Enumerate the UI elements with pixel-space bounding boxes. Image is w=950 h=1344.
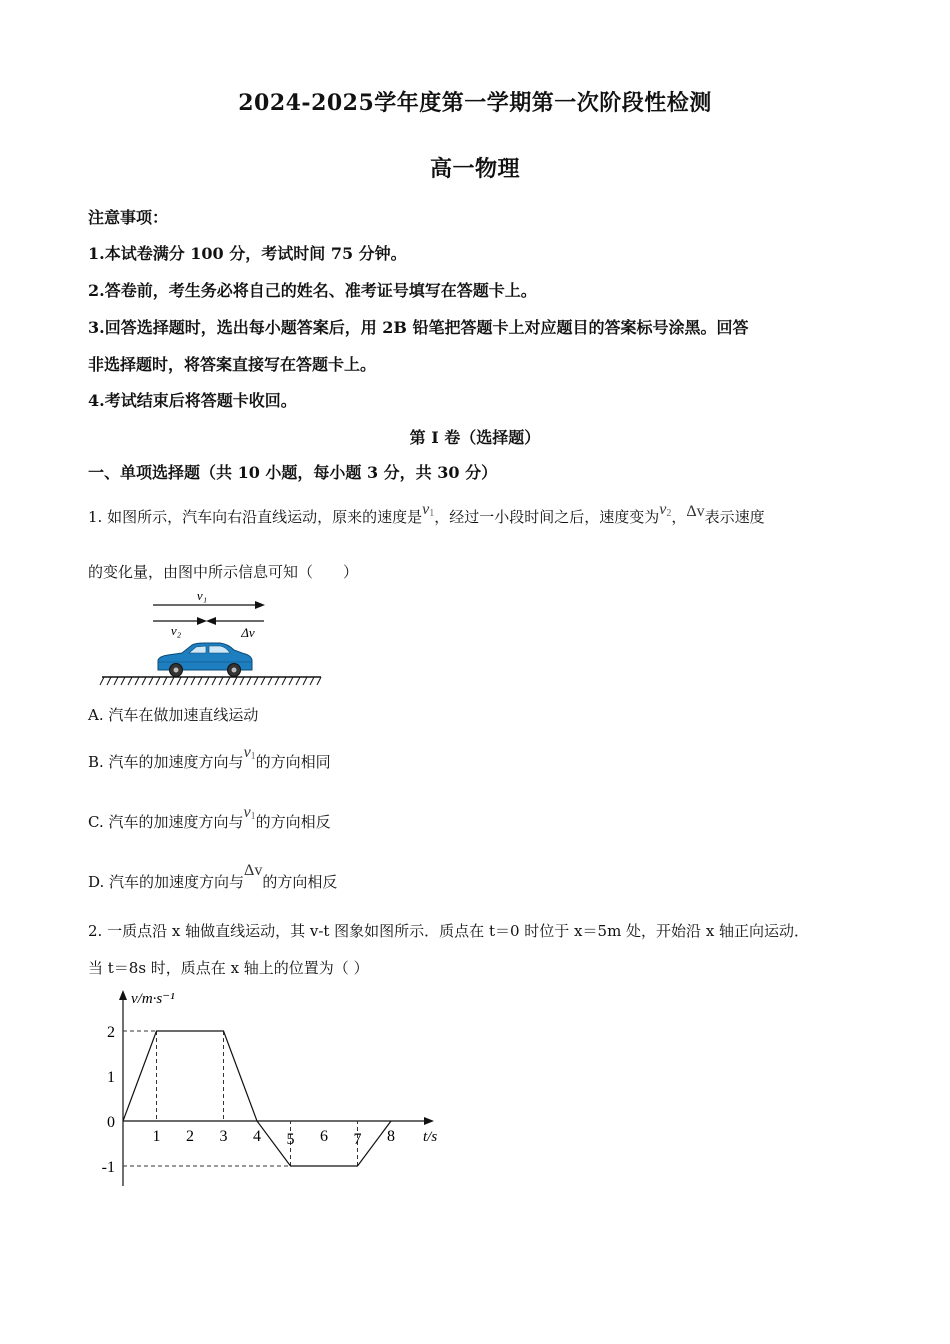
q2-vt-chart (96, 986, 456, 1194)
q1-option-b: B. 汽车的加速度方向与$v_1$的方向相同 (88, 744, 331, 771)
section-heading: 一、单项选择题（共 10 小题，每小题 3 分，共 30 分） (88, 463, 498, 482)
q1-stem-text: ， (671, 508, 687, 526)
exam-subject: 高一物理 (429, 156, 520, 182)
x-tick-label: 3 (219, 1128, 228, 1145)
q1-stem (88, 501, 765, 527)
v1-symbol: $v_1$ (422, 501, 435, 519)
ground-hatching (100, 677, 321, 685)
q1-stem-line2: 的变化量，由图中所示信息可知（ ） (88, 563, 359, 581)
notes-heading: 注意事项： (88, 208, 169, 227)
x-tick-label: 2 (186, 1128, 194, 1145)
q2-stem-line1: 2. 一质点沿 x 轴做直线运动，其 v-t 图象如图所示．质点在 t＝0 时位于 x＝5m 处，开始沿 x 轴正向运动． (88, 922, 810, 940)
v1-symbol: $v_1$ (243, 804, 256, 822)
car-icon (158, 643, 252, 677)
delta-v-symbol: Δv (686, 503, 705, 520)
y-tick-label: 0 (107, 1114, 115, 1131)
v2-arrowhead (197, 617, 207, 625)
y-tick-label: 1 (107, 1069, 115, 1086)
q1-car-figure (96, 586, 336, 692)
delta-v-symbol: Δv (244, 862, 263, 879)
x-tick-label: 7 (353, 1131, 362, 1148)
vt-series-line (123, 1031, 391, 1166)
y-tick-label: 2 (107, 1024, 115, 1041)
note-item: 2.答卷前，考生务必将自己的姓名、准考证号填写在答题卡上。 (88, 281, 537, 300)
note-item: 3.回答选择题时，选出每小题答案后，用 2B 铅笔把答题卡上对应题目的答案标号涂黑。回答 (88, 318, 749, 337)
v2-label: v₂ (170, 623, 182, 638)
q1-option-c: C. 汽车的加速度方向与$v_1$的方向相反 (88, 804, 331, 831)
x-tick-label: 4 (253, 1128, 261, 1145)
v1-label: v₁ (196, 588, 208, 603)
x-axis-label: t/s (423, 1129, 438, 1145)
x-tick-label: 5 (286, 1131, 295, 1148)
q1-option-d: D. 汽车的加速度方向与Δv的方向相反 (88, 862, 338, 891)
exam-title: 2024-2025学年度第一学期第一次阶段性检测 (238, 90, 712, 116)
delta-v-label: Δv (241, 625, 255, 640)
note-item: 4.考试结束后将答题卡收回。 (88, 391, 297, 410)
q2-stem-line2: 当 t＝8s 时，质点在 x 轴上的位置为（ ） (88, 959, 369, 977)
x-tick-label: 6 (320, 1128, 328, 1145)
v1-symbol: $v_1$ (243, 744, 256, 762)
y-axis-arrowhead (119, 990, 127, 1000)
q1-option-a: A. 汽车在做加速直线运动 (88, 706, 259, 724)
x-tick-label: 8 (387, 1128, 395, 1145)
y-axis-label: v/m·s⁻¹ (131, 991, 175, 1007)
q1-stem-text: 表示速度 (704, 508, 765, 526)
y-tick-label: -1 (101, 1159, 115, 1176)
x-axis-arrowhead (424, 1117, 434, 1125)
q1-stem-text: 1. 如图所示，汽车向右沿直线运动，原来的速度是 (88, 508, 423, 526)
delta-v-arrowhead (206, 617, 216, 625)
part-title: 第 I 卷（选择题） (409, 428, 541, 447)
note-item: 1.本试卷满分 100 分，考试时间 75 分钟。 (88, 244, 407, 263)
v1-arrowhead (255, 601, 265, 609)
x-tick-label: 1 (152, 1128, 161, 1145)
q1-stem-text: ，经过一小段时间之后，速度变为 (434, 508, 660, 526)
note-item: 非选择题时，将答案直接写在答题卡上。 (88, 355, 377, 374)
v2-symbol: $v_2$ (659, 501, 672, 519)
